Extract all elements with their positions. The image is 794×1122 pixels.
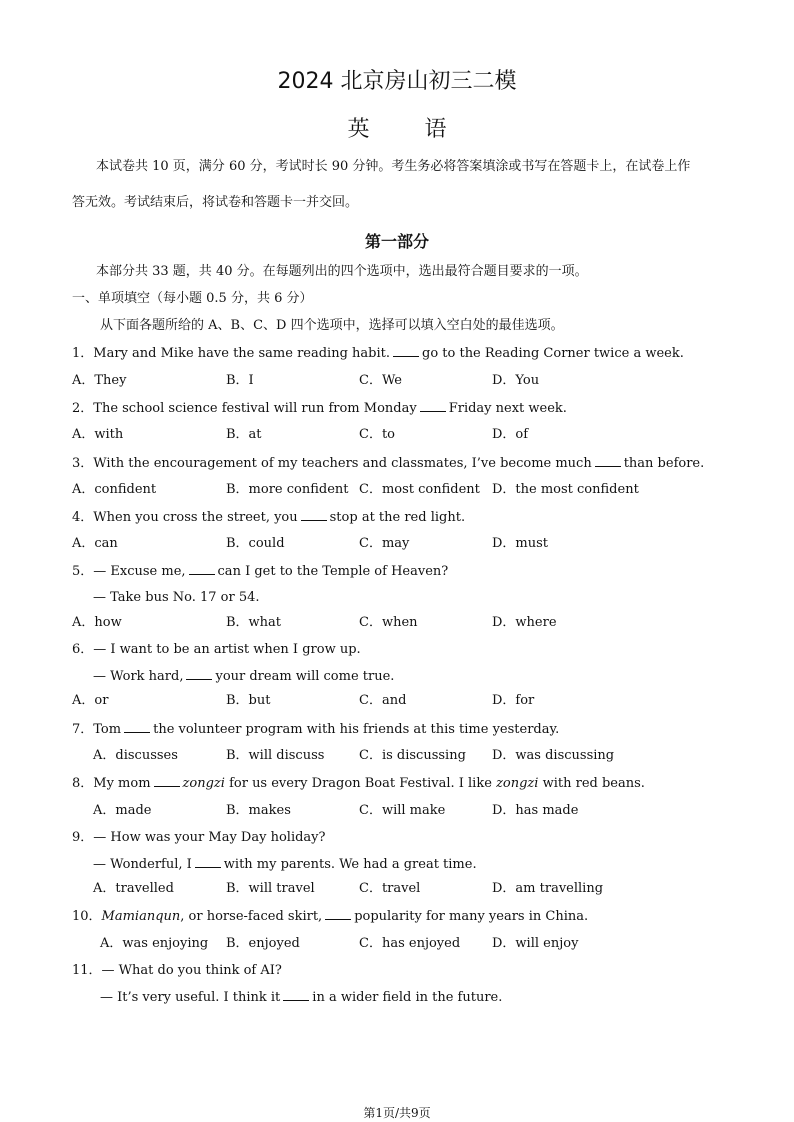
option-c: C．most confident bbox=[359, 482, 480, 497]
option-b: B．but bbox=[226, 693, 271, 708]
option-b: B．more confident bbox=[226, 482, 349, 497]
option-b: B．could bbox=[226, 536, 285, 551]
question-text: with red beans. bbox=[542, 776, 645, 791]
answer-blank bbox=[154, 775, 180, 787]
option-b: B．at bbox=[226, 427, 262, 442]
question-11: 11．— What do you think of AI? bbox=[72, 963, 282, 978]
option-d: D．am travelling bbox=[492, 881, 604, 896]
option-a: A．discusses bbox=[93, 748, 178, 763]
question-text: go to the Reading Corner twice a week. bbox=[422, 346, 684, 361]
question-text: than before. bbox=[623, 456, 705, 471]
question-number: 10． bbox=[72, 909, 102, 924]
answer-blank bbox=[420, 400, 446, 412]
instructions-line-1: 本试卷共 10 页，满分 60 分，考试时长 90 分钟。考生务必将答案填涂或书写在答题卡上，在试卷上作 bbox=[96, 159, 691, 174]
question-1 bbox=[72, 345, 684, 362]
option-c: C．may bbox=[359, 536, 410, 551]
option-c: C．when bbox=[359, 615, 418, 630]
page-footer: 第1页/共9页 bbox=[363, 1106, 431, 1120]
option-b: B．what bbox=[226, 615, 282, 630]
question-text: with my parents. We had a great time. bbox=[223, 857, 477, 872]
question-2 bbox=[72, 400, 567, 417]
option-d: D．must bbox=[492, 536, 549, 551]
question-text: 2．The school science festival will run from Monday bbox=[72, 401, 417, 416]
option-a: A．with bbox=[72, 427, 124, 442]
question-text: 1．Mary and Mike have the same reading habit. bbox=[72, 346, 390, 361]
option-d: D．the most confident bbox=[492, 482, 639, 497]
question-text: — It’s very useful. I think it bbox=[100, 990, 281, 1005]
question-9: 9．— How was your May Day holiday? bbox=[72, 830, 326, 845]
option-a: A．how bbox=[72, 615, 122, 630]
question-text-italic: zongzi bbox=[496, 776, 539, 791]
question-text-italic: Mamianqun bbox=[101, 909, 181, 924]
option-c: C．will make bbox=[359, 803, 446, 818]
option-a: A．confident bbox=[72, 482, 157, 497]
question-6-reply bbox=[93, 668, 394, 685]
option-d: D．for bbox=[492, 693, 535, 708]
option-b: B．will discuss bbox=[226, 748, 325, 763]
part-title: 第一部分 bbox=[364, 232, 429, 251]
question-text: , or horse-faced skirt, bbox=[180, 909, 323, 924]
option-d: D．has made bbox=[492, 803, 579, 818]
option-d: D．was discussing bbox=[492, 748, 615, 763]
answer-blank bbox=[186, 668, 212, 680]
question-text: popularity for many years in China. bbox=[354, 909, 589, 924]
question-text: Friday next week. bbox=[448, 401, 567, 416]
answer-blank bbox=[595, 455, 621, 467]
option-c: C．is discussing bbox=[359, 748, 466, 763]
option-c: C．has enjoyed bbox=[359, 936, 461, 951]
question-text: for us every Dragon Boat Festival. I like bbox=[229, 776, 492, 791]
question-text: — Work hard, bbox=[93, 669, 184, 684]
question-5-reply: — Take bus No. 17 or 54. bbox=[93, 590, 260, 605]
question-3 bbox=[72, 455, 704, 472]
answer-blank bbox=[189, 563, 215, 575]
option-b: B．will travel bbox=[226, 881, 315, 896]
answer-blank bbox=[195, 856, 221, 868]
instructions-line-2: 答无效。考试结束后，将试卷和答题卡一并交回。 bbox=[72, 195, 359, 210]
question-9-reply bbox=[93, 856, 477, 873]
option-c: C．We bbox=[359, 373, 402, 388]
question-text: 8．My mom bbox=[72, 776, 151, 791]
exam-title: 2024 北京房山初三二模 bbox=[277, 69, 517, 94]
question-text: can I get to the Temple of Heaven? bbox=[217, 564, 449, 579]
answer-blank bbox=[325, 908, 351, 920]
option-a: A．made bbox=[93, 803, 152, 818]
option-a: A．can bbox=[72, 536, 118, 551]
question-text: in a wider field in the future. bbox=[312, 990, 503, 1005]
question-8 bbox=[72, 775, 645, 792]
option-d: D．where bbox=[492, 615, 557, 630]
option-a: A．or bbox=[72, 693, 109, 708]
section-directions: 从下面各题所给的 A、B、C、D 四个选项中，选择可以填入空白处的最佳选项。 bbox=[100, 318, 564, 333]
option-b: B．makes bbox=[226, 803, 291, 818]
question-text: your dream will come true. bbox=[215, 669, 395, 684]
option-a: A．They bbox=[72, 373, 127, 388]
question-4 bbox=[72, 509, 465, 526]
question-text: 4．When you cross the street, you bbox=[72, 510, 298, 525]
question-text: stop at the red light. bbox=[329, 510, 466, 525]
option-c: C．and bbox=[359, 693, 407, 708]
question-text: 3．With the encouragement of my teachers and classmates, I’ve become much bbox=[72, 456, 592, 471]
question-text: the volunteer program with his friends at this time yesterday. bbox=[153, 722, 560, 737]
option-a: A．travelled bbox=[93, 881, 174, 896]
question-6: 6．— I want to be an artist when I grow up. bbox=[72, 642, 361, 657]
answer-blank bbox=[283, 989, 309, 1001]
section-title: 一、单项填空（每小题 0.5 分，共 6 分） bbox=[72, 291, 313, 306]
option-c: C．to bbox=[359, 427, 395, 442]
option-a: A．was enjoying bbox=[100, 936, 209, 951]
question-text: 5．— Excuse me, bbox=[72, 564, 186, 579]
question-text: — Wonderful, I bbox=[93, 857, 192, 872]
answer-blank bbox=[393, 345, 419, 357]
answer-blank bbox=[124, 721, 150, 733]
option-c: C．travel bbox=[359, 881, 421, 896]
part-description: 本部分共 33 题，共 40 分。在每题列出的四个选项中，选出最符合题目要求的一项。 bbox=[96, 264, 588, 279]
option-d: D．will enjoy bbox=[492, 936, 579, 951]
subject-title: 英 语 bbox=[347, 117, 471, 142]
option-d: D．You bbox=[492, 373, 540, 388]
question-7 bbox=[72, 721, 559, 738]
option-b: B．I bbox=[226, 373, 254, 388]
question-10 bbox=[72, 908, 588, 925]
question-text: 7．Tom bbox=[72, 722, 122, 737]
question-text-italic: zongzi bbox=[182, 776, 225, 791]
question-5 bbox=[72, 563, 448, 580]
option-b: B．enjoyed bbox=[226, 936, 300, 951]
option-d: D．of bbox=[492, 427, 529, 442]
answer-blank bbox=[301, 509, 327, 521]
question-11-reply bbox=[100, 989, 502, 1006]
